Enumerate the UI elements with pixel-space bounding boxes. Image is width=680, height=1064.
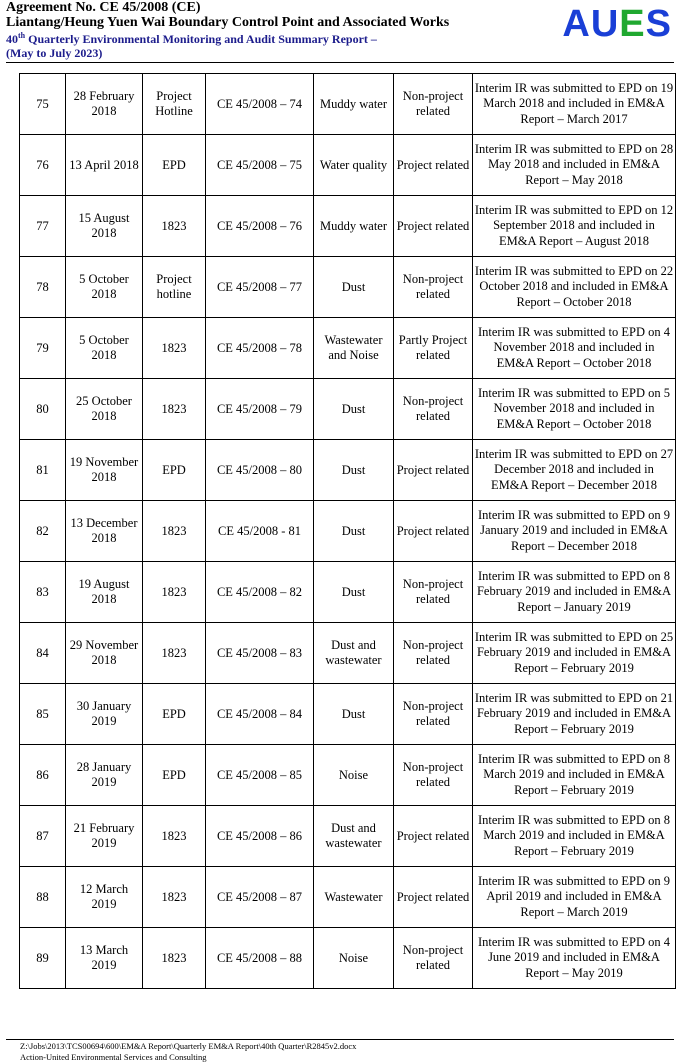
complaint-date-cell: 19 November 2018 (66, 440, 143, 501)
complaint-status-cell: Partly Project related (394, 318, 473, 379)
complaint-nature-cell: Dust (314, 562, 394, 623)
table-row (20, 562, 676, 623)
complaint-nature-cell: Muddy water (314, 74, 394, 135)
complaint-remarks-cell: Interim IR was submitted to EPD on 4 November 2018 and included in EM&A Report – October 2018 (473, 318, 676, 379)
record-number-cell: 81 (20, 440, 66, 501)
complaint-status-cell: Non-project related (394, 74, 473, 135)
complaint-status-cell: Project related (394, 501, 473, 562)
complaint-source-cell: EPD (143, 684, 206, 745)
complaint-source-cell: EPD (143, 745, 206, 806)
page-header (6, 0, 674, 62)
record-number-cell: 75 (20, 74, 66, 135)
complaint-date-cell: 5 October 2018 (66, 257, 143, 318)
record-number-cell: 84 (20, 623, 66, 684)
complaint-nature-cell: Dust (314, 440, 394, 501)
report-period: (May to July 2023) (6, 46, 103, 60)
table-row (20, 135, 676, 196)
complaint-source-cell: EPD (143, 440, 206, 501)
project-title: Liantang/Heung Yuen Wai Boundary Control Point and Associated Works (6, 15, 450, 30)
complaint-remarks-cell: Interim IR was submitted to EPD on 4 June 2019 and included in EM&A Report – May 2019 (473, 928, 676, 989)
table-row (20, 745, 676, 806)
complaint-remarks-cell: Interim IR was submitted to EPD on 19 March 2018 and included in EM&A Report – March 2017 (473, 74, 676, 135)
complaint-date-cell: 13 April 2018 (66, 135, 143, 196)
complaint-nature-cell: Noise (314, 928, 394, 989)
complaint-log-body (20, 74, 676, 989)
complaint-date-cell: 12 March 2019 (66, 867, 143, 928)
complaint-source-cell: Project hotline (143, 257, 206, 318)
agreement-number: Agreement No. CE 45/2008 (CE) (6, 0, 201, 15)
complaint-nature-cell: Dust and wastewater (314, 806, 394, 867)
complaint-reference-cell: CE 45/2008 – 87 (206, 867, 314, 928)
complaint-remarks-cell: Interim IR was submitted to EPD on 8 March 2019 and included in EM&A Report – February 2019 (473, 745, 676, 806)
footer-divider (6, 1039, 674, 1040)
table-row (20, 196, 676, 257)
complaint-remarks-cell: Interim IR was submitted to EPD on 8 March 2019 and included in EM&A Report – February 2019 (473, 806, 676, 867)
complaint-nature-cell: Dust (314, 379, 394, 440)
complaint-nature-cell: Noise (314, 745, 394, 806)
record-number-cell: 76 (20, 135, 66, 196)
complaint-reference-cell: CE 45/2008 – 88 (206, 928, 314, 989)
footer-file-path: Z:\Jobs\2013\TCS00694\600\EM&A Report\Quarterly EM&A Report\40th Quarter\R2845v2.docx (20, 1041, 357, 1051)
complaint-remarks-cell: Interim IR was submitted to EPD on 9 January 2019 and included in EM&A Report – December 2018 (473, 501, 676, 562)
table-row (20, 623, 676, 684)
complaint-reference-cell: CE 45/2008 - 81 (206, 501, 314, 562)
complaint-remarks-cell: Interim IR was submitted to EPD on 22 October 2018 and included in EM&A Report – October 2018 (473, 257, 676, 318)
complaint-status-cell: Project related (394, 806, 473, 867)
record-number-cell: 86 (20, 745, 66, 806)
complaint-reference-cell: CE 45/2008 – 82 (206, 562, 314, 623)
logo-text-e: E (619, 3, 646, 45)
complaint-remarks-cell: Interim IR was submitted to EPD on 25 February 2019 and included in EM&A Report – February 2019 (473, 623, 676, 684)
complaint-remarks-cell: Interim IR was submitted to EPD on 9 April 2019 and included in EM&A Report – March 2019 (473, 867, 676, 928)
complaint-date-cell: 25 October 2018 (66, 379, 143, 440)
complaint-reference-cell: CE 45/2008 – 79 (206, 379, 314, 440)
complaint-status-cell: Non-project related (394, 379, 473, 440)
complaint-nature-cell: Wastewater and Noise (314, 318, 394, 379)
complaint-reference-cell: CE 45/2008 – 75 (206, 135, 314, 196)
complaint-source-cell: 1823 (143, 806, 206, 867)
complaint-reference-cell: CE 45/2008 – 74 (206, 74, 314, 135)
table-row (20, 867, 676, 928)
complaint-remarks-cell: Interim IR was submitted to EPD on 21 February 2019 and included in EM&A Report – February 2019 (473, 684, 676, 745)
complaint-date-cell: 13 December 2018 (66, 501, 143, 562)
record-number-cell: 89 (20, 928, 66, 989)
complaint-nature-cell: Wastewater (314, 867, 394, 928)
complaint-status-cell: Non-project related (394, 623, 473, 684)
complaint-reference-cell: CE 45/2008 – 83 (206, 623, 314, 684)
report-title-text: Quarterly Environmental Monitoring and Audit Summary Report – (25, 32, 377, 46)
complaint-source-cell: 1823 (143, 562, 206, 623)
complaint-source-cell: 1823 (143, 318, 206, 379)
complaint-date-cell: 30 January 2019 (66, 684, 143, 745)
table-row (20, 928, 676, 989)
report-number-suffix: th (18, 31, 26, 40)
complaint-nature-cell: Muddy water (314, 196, 394, 257)
complaint-status-cell: Non-project related (394, 745, 473, 806)
complaint-source-cell: 1823 (143, 379, 206, 440)
complaint-date-cell: 21 February 2019 (66, 806, 143, 867)
complaint-status-cell: Project related (394, 135, 473, 196)
complaint-reference-cell: CE 45/2008 – 86 (206, 806, 314, 867)
complaint-remarks-cell: Interim IR was submitted to EPD on 12 September 2018 and included in EM&A Report – August 2018 (473, 196, 676, 257)
complaint-status-cell: Non-project related (394, 562, 473, 623)
table-row (20, 684, 676, 745)
complaint-date-cell: 5 October 2018 (66, 318, 143, 379)
complaint-date-cell: 28 January 2019 (66, 745, 143, 806)
record-number-cell: 80 (20, 379, 66, 440)
complaint-status-cell: Non-project related (394, 257, 473, 318)
complaint-remarks-cell: Interim IR was submitted to EPD on 27 December 2018 and included in EM&A Report – December 2018 (473, 440, 676, 501)
table-row (20, 257, 676, 318)
complaint-nature-cell: Dust (314, 257, 394, 318)
logo-text-s: S (645, 3, 672, 45)
table-row (20, 379, 676, 440)
complaint-status-cell: Project related (394, 440, 473, 501)
complaint-reference-cell: CE 45/2008 – 77 (206, 257, 314, 318)
complaint-status-cell: Non-project related (394, 928, 473, 989)
table-row (20, 440, 676, 501)
table-row (20, 318, 676, 379)
complaint-reference-cell: CE 45/2008 – 84 (206, 684, 314, 745)
complaint-reference-cell: CE 45/2008 – 80 (206, 440, 314, 501)
logo-text-au: AU (562, 3, 620, 45)
complaint-nature-cell: Water quality (314, 135, 394, 196)
header-divider (6, 62, 674, 63)
record-number-cell: 79 (20, 318, 66, 379)
complaint-source-cell: 1823 (143, 196, 206, 257)
report-number: 40 (6, 32, 18, 46)
complaint-source-cell: 1823 (143, 867, 206, 928)
complaint-remarks-cell: Interim IR was submitted to EPD on 8 February 2019 and included in EM&A Report – January 2019 (473, 562, 676, 623)
record-number-cell: 88 (20, 867, 66, 928)
complaint-status-cell: Project related (394, 196, 473, 257)
complaint-date-cell: 19 August 2018 (66, 562, 143, 623)
complaint-source-cell: EPD (143, 135, 206, 196)
table-row (20, 501, 676, 562)
complaint-nature-cell: Dust and wastewater (314, 623, 394, 684)
complaint-date-cell: 13 March 2019 (66, 928, 143, 989)
complaint-source-cell: Project Hotline (143, 74, 206, 135)
complaint-log-table (19, 73, 676, 989)
complaint-status-cell: Non-project related (394, 684, 473, 745)
record-number-cell: 77 (20, 196, 66, 257)
complaint-remarks-cell: Interim IR was submitted to EPD on 28 May 2018 and included in EM&A Report – May 2018 (473, 135, 676, 196)
complaint-reference-cell: CE 45/2008 – 78 (206, 318, 314, 379)
table-row (20, 74, 676, 135)
complaint-source-cell: 1823 (143, 928, 206, 989)
complaint-nature-cell: Dust (314, 501, 394, 562)
record-number-cell: 87 (20, 806, 66, 867)
complaint-reference-cell: CE 45/2008 – 76 (206, 196, 314, 257)
record-number-cell: 83 (20, 562, 66, 623)
record-number-cell: 82 (20, 501, 66, 562)
record-number-cell: 78 (20, 257, 66, 318)
table-row (20, 806, 676, 867)
complaint-remarks-cell: Interim IR was submitted to EPD on 5 November 2018 and included in EM&A Report – October 2018 (473, 379, 676, 440)
complaint-reference-cell: CE 45/2008 – 85 (206, 745, 314, 806)
complaint-date-cell: 29 November 2018 (66, 623, 143, 684)
record-number-cell: 85 (20, 684, 66, 745)
aues-logo (562, 4, 672, 44)
complaint-date-cell: 28 February 2018 (66, 74, 143, 135)
complaint-source-cell: 1823 (143, 623, 206, 684)
footer-company: Action-United Environmental Services and Consulting (20, 1052, 207, 1062)
complaint-status-cell: Project related (394, 867, 473, 928)
complaint-date-cell: 15 August 2018 (66, 196, 143, 257)
complaint-nature-cell: Dust (314, 684, 394, 745)
complaint-source-cell: 1823 (143, 501, 206, 562)
